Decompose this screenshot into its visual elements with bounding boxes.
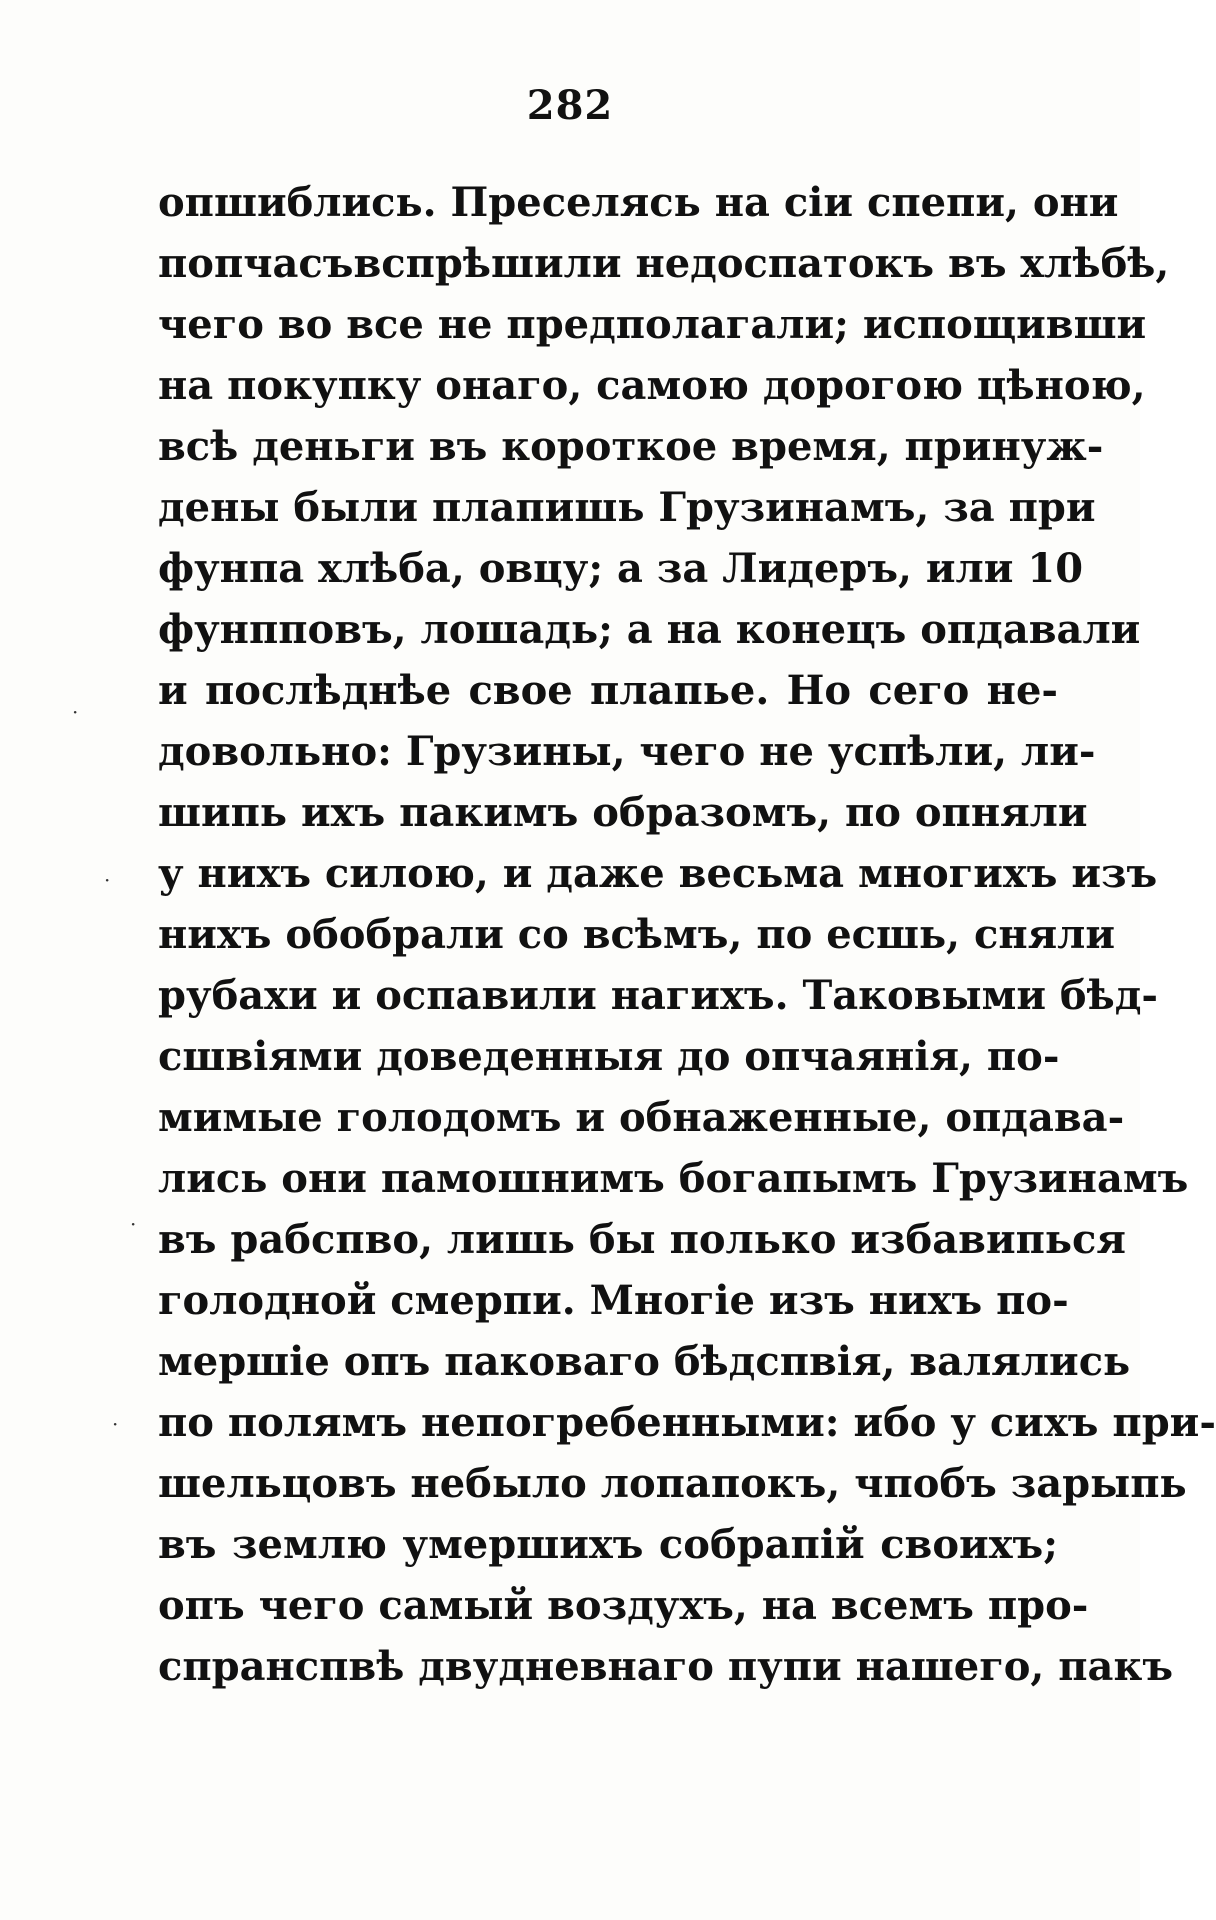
text-line: лись они памошнимъ богапымъ Грузинамъ	[158, 1155, 1189, 1202]
text-line: мершіе опъ паковаго бѣдспвія, валялись	[158, 1338, 1131, 1385]
text-line: опъ чего самый воздухъ, на всемъ про-	[158, 1582, 1089, 1629]
text-line: чего во все не предполагали; испощивши	[158, 301, 1147, 348]
text-line: опшиблись. Преселясь на сіи спепи, они	[158, 179, 1119, 226]
text-line: фунпповъ, лошадь; а на конецъ опдавали	[158, 606, 1141, 653]
body-text	[158, 172, 1216, 1697]
margin-speck: ·	[112, 1412, 119, 1436]
text-line: всѣ деньги въ короткое время, принуж-	[158, 423, 1104, 470]
text-line: попчасъвспрѣшили недоспатокъ въ хлѣбѣ,	[158, 240, 1170, 287]
text-line: въ рабспво, лишь бы полько избавипься	[158, 1216, 1126, 1263]
text-line: и послѣднѣе свое плапье. Но сего не-	[158, 667, 1058, 714]
text-line: фунпа хлѣба, овцу; а за Лидеръ, или 10	[158, 545, 1084, 592]
margin-speck: ·	[130, 1212, 137, 1236]
margin-speck: ·	[104, 868, 111, 892]
page-number: 282	[526, 82, 614, 129]
text-line: дены были плапишь Грузинамъ, за при	[158, 484, 1096, 531]
text-line: на покупку онаго, самою дорогою цѣною,	[158, 362, 1146, 409]
text-line: рубахи и оспавили нагихъ. Таковыми бѣд-	[158, 972, 1158, 1019]
text-line: у нихъ силою, и даже весьма многихъ изъ	[158, 850, 1158, 897]
text-line: шипь ихъ пакимъ образомъ, по опняли	[158, 789, 1088, 836]
margin-speck: ·	[72, 700, 79, 724]
text-line: въ землю умершихъ собрапій своихъ;	[158, 1521, 1058, 1568]
text-line: голодной смерпи. Многіе изъ нихъ по-	[158, 1277, 1069, 1324]
text-line: довольно: Грузины, чего не успѣли, ли-	[158, 728, 1096, 775]
text-line: сшвіями доведенныя до опчаянія, по-	[158, 1033, 1060, 1080]
text-line: шельцовъ небыло лопапокъ, чпобъ зарыпь	[158, 1460, 1187, 1507]
text-line: мимые голодомъ и обнаженные, опдава-	[158, 1094, 1125, 1141]
text-line: спранспвѣ двудневнаго пупи нашего, пакъ	[158, 1643, 1174, 1690]
text-line: нихъ обобрали со всѣмъ, по есшь, сняли	[158, 911, 1116, 958]
text-line: по полямъ непогребенными: ибо у сихъ при-	[158, 1399, 1216, 1446]
